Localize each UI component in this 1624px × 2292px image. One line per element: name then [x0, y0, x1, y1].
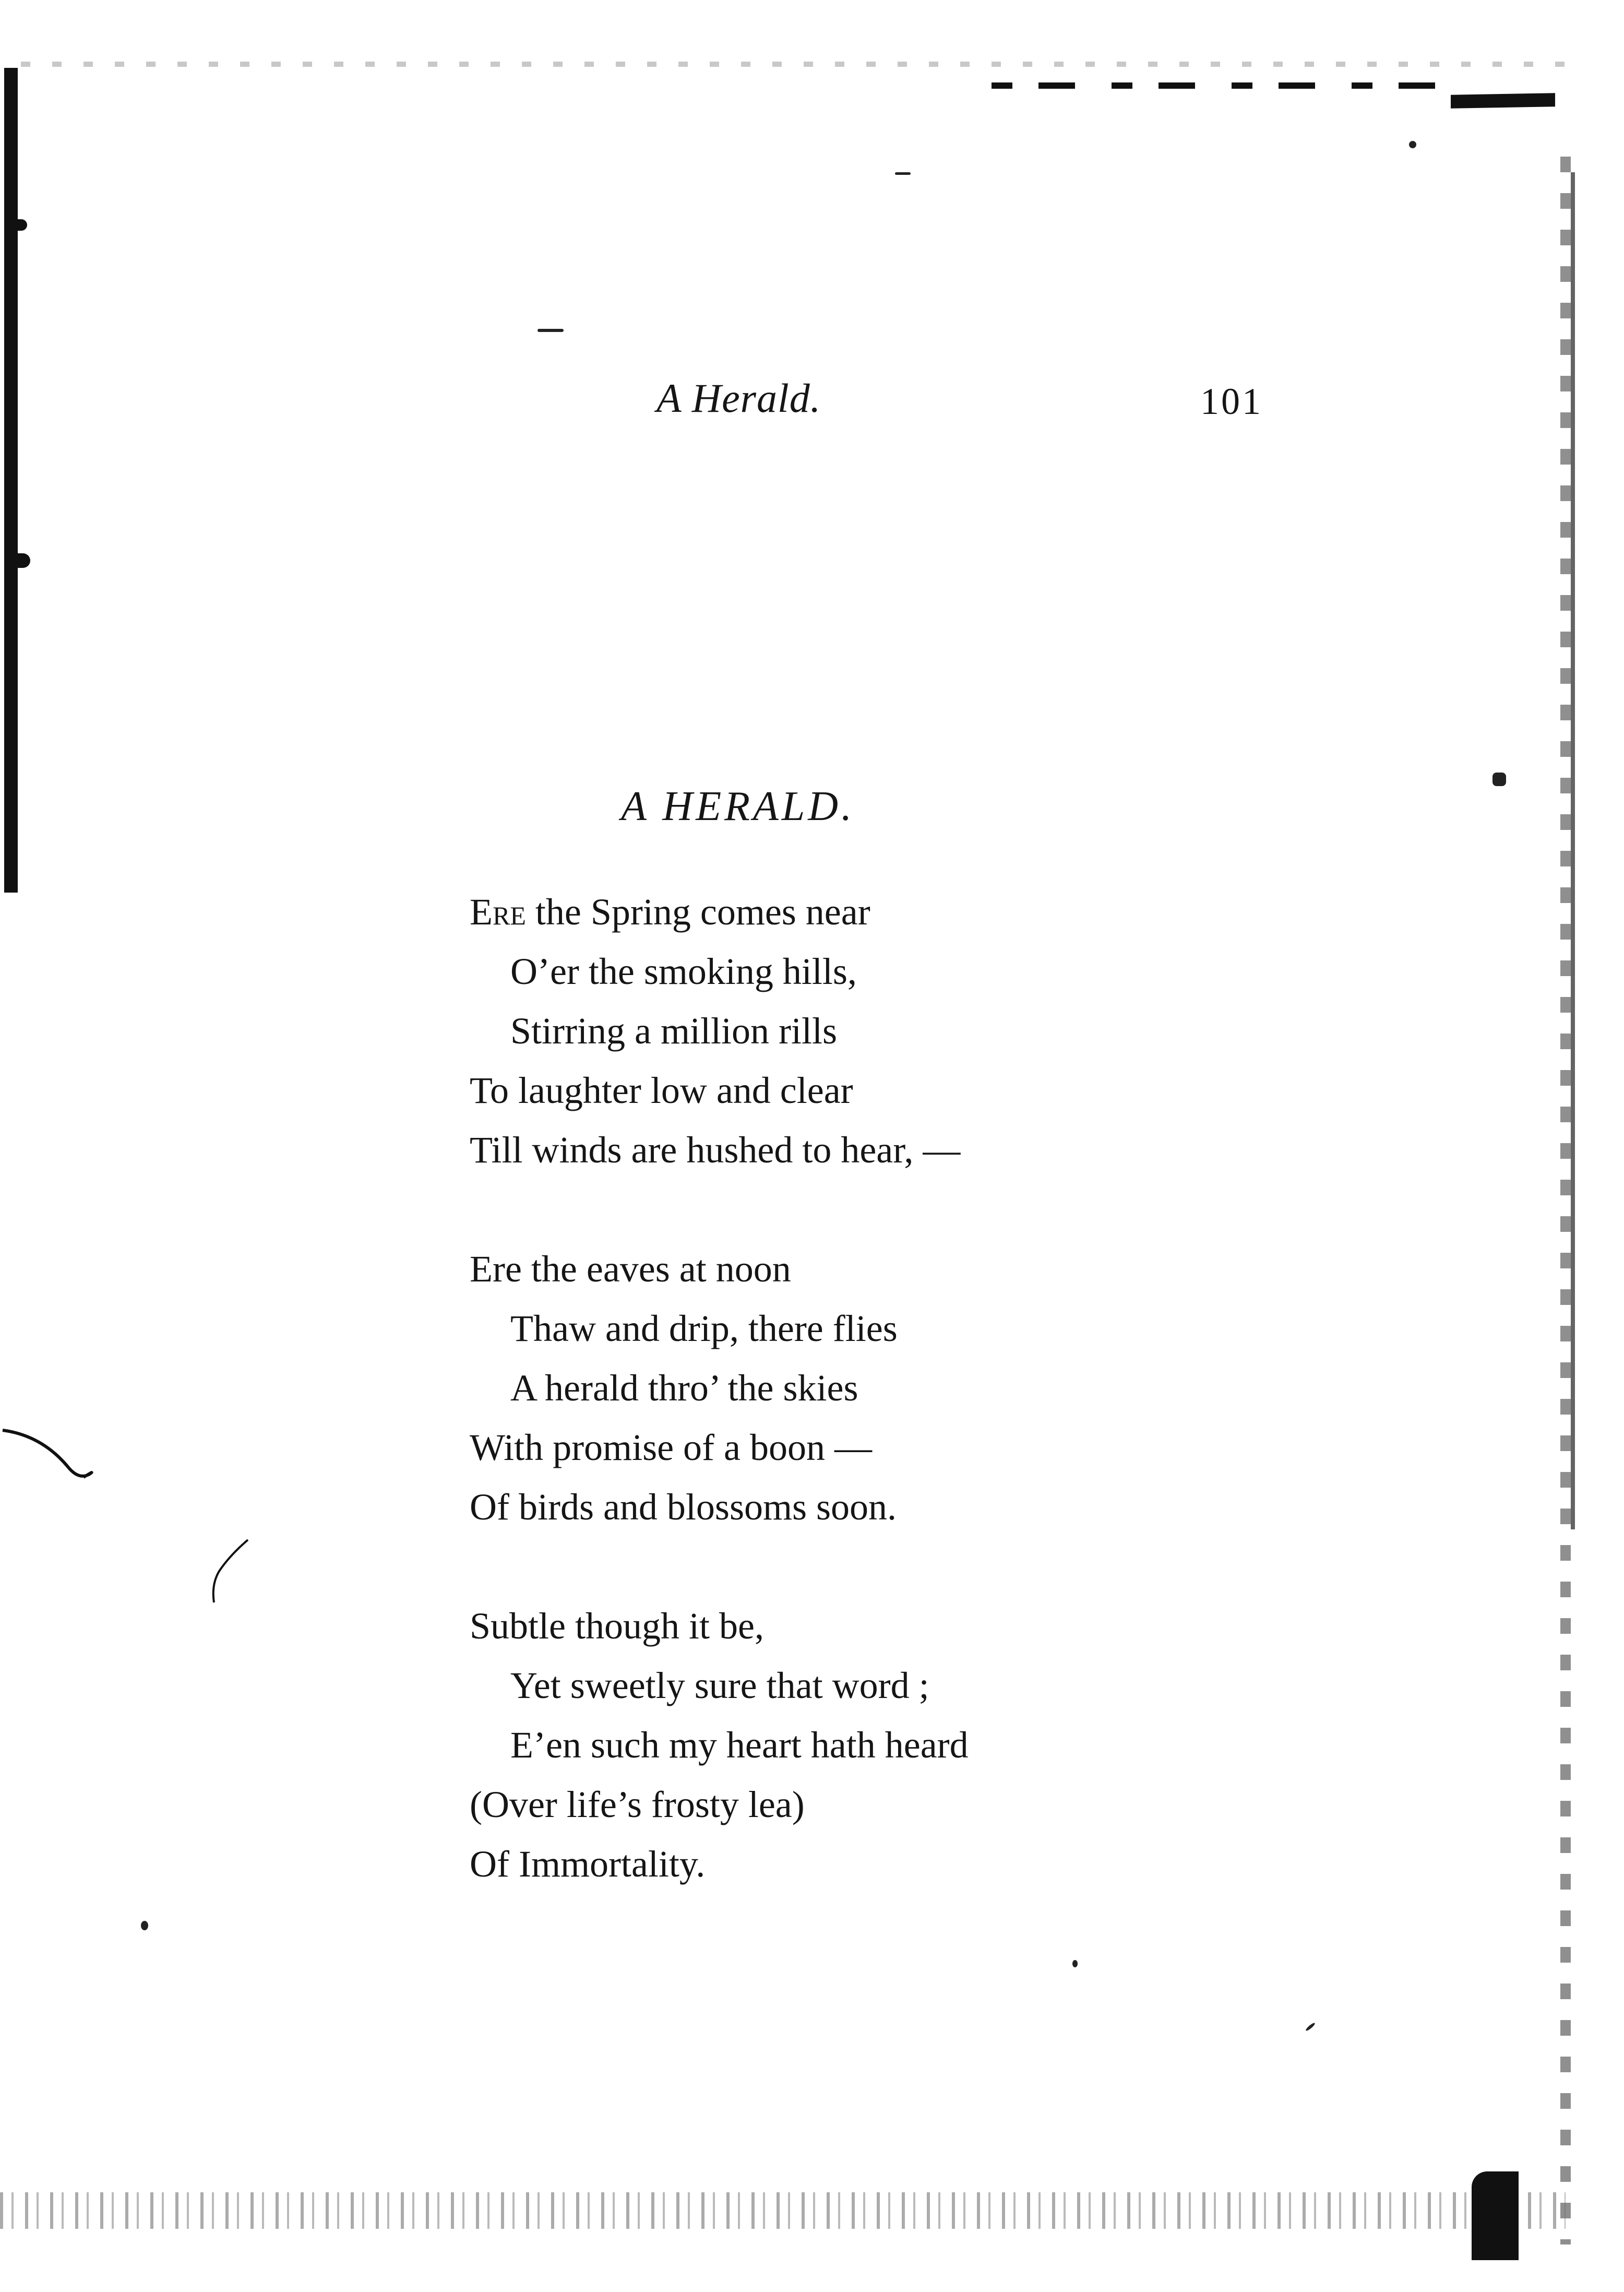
poem-line: (Over life’s frosty lea)	[470, 1784, 805, 1825]
page-number: 101	[1200, 381, 1263, 422]
pen-stroke-mark	[198, 1535, 261, 1613]
poem-line-text: the Spring comes near	[526, 891, 870, 933]
poem-line: Of birds and blossoms soon.	[470, 1486, 897, 1528]
scan-speck	[1305, 2022, 1316, 2032]
binding-shadow	[4, 68, 18, 893]
poem-line: Yet sweetly sure that word ;	[510, 1665, 929, 1706]
poem-line: Subtle though it be,	[470, 1605, 764, 1647]
binding-notch	[5, 553, 30, 568]
scan-noise-corner-bottom	[1472, 2171, 1519, 2260]
poem-line: E’en such my heart hath heard	[510, 1724, 969, 1766]
poem-title: A HERALD.	[621, 783, 855, 829]
poem-line: Of Immortality.	[470, 1843, 706, 1885]
scan-noise-top	[992, 82, 1451, 89]
poem-line: A herald thro’ the skies	[510, 1367, 858, 1409]
poem-body	[470, 882, 969, 1894]
page-edge-right	[1560, 157, 1571, 2245]
poem-line	[470, 882, 969, 942]
stanza	[470, 1596, 969, 1894]
poem-line: With promise of a boon —	[470, 1427, 872, 1468]
scan-speck	[538, 329, 564, 332]
scan-speck	[895, 172, 911, 175]
page-edge-right-line	[1571, 172, 1575, 1529]
page-edge-bottom	[0, 2192, 1566, 2229]
binding-notch	[5, 219, 27, 231]
pen-stroke-mark	[0, 1420, 104, 1493]
poem-line: Till winds are hushed to hear, —	[470, 1129, 961, 1171]
running-title: A Herald.	[656, 375, 821, 421]
scan-speck	[1072, 1960, 1078, 1967]
stanza	[470, 882, 969, 1180]
scan-speck	[1409, 141, 1416, 148]
poem-line: Stirring a million rills	[510, 1010, 837, 1052]
poem-line: O’er the smoking hills,	[510, 951, 857, 992]
poem-line: Thaw and drip, there flies	[510, 1308, 898, 1349]
page-edge-top	[21, 62, 1586, 67]
opening-word: Ere	[470, 891, 526, 933]
poem-line: Ere the eaves at noon	[470, 1248, 791, 1290]
scan-noise-corner	[1451, 93, 1555, 108]
scan-speck	[141, 1921, 148, 1930]
stanza	[470, 1239, 969, 1537]
scan-speck	[1492, 773, 1506, 786]
poem-line: To laughter low and clear	[470, 1070, 853, 1111]
